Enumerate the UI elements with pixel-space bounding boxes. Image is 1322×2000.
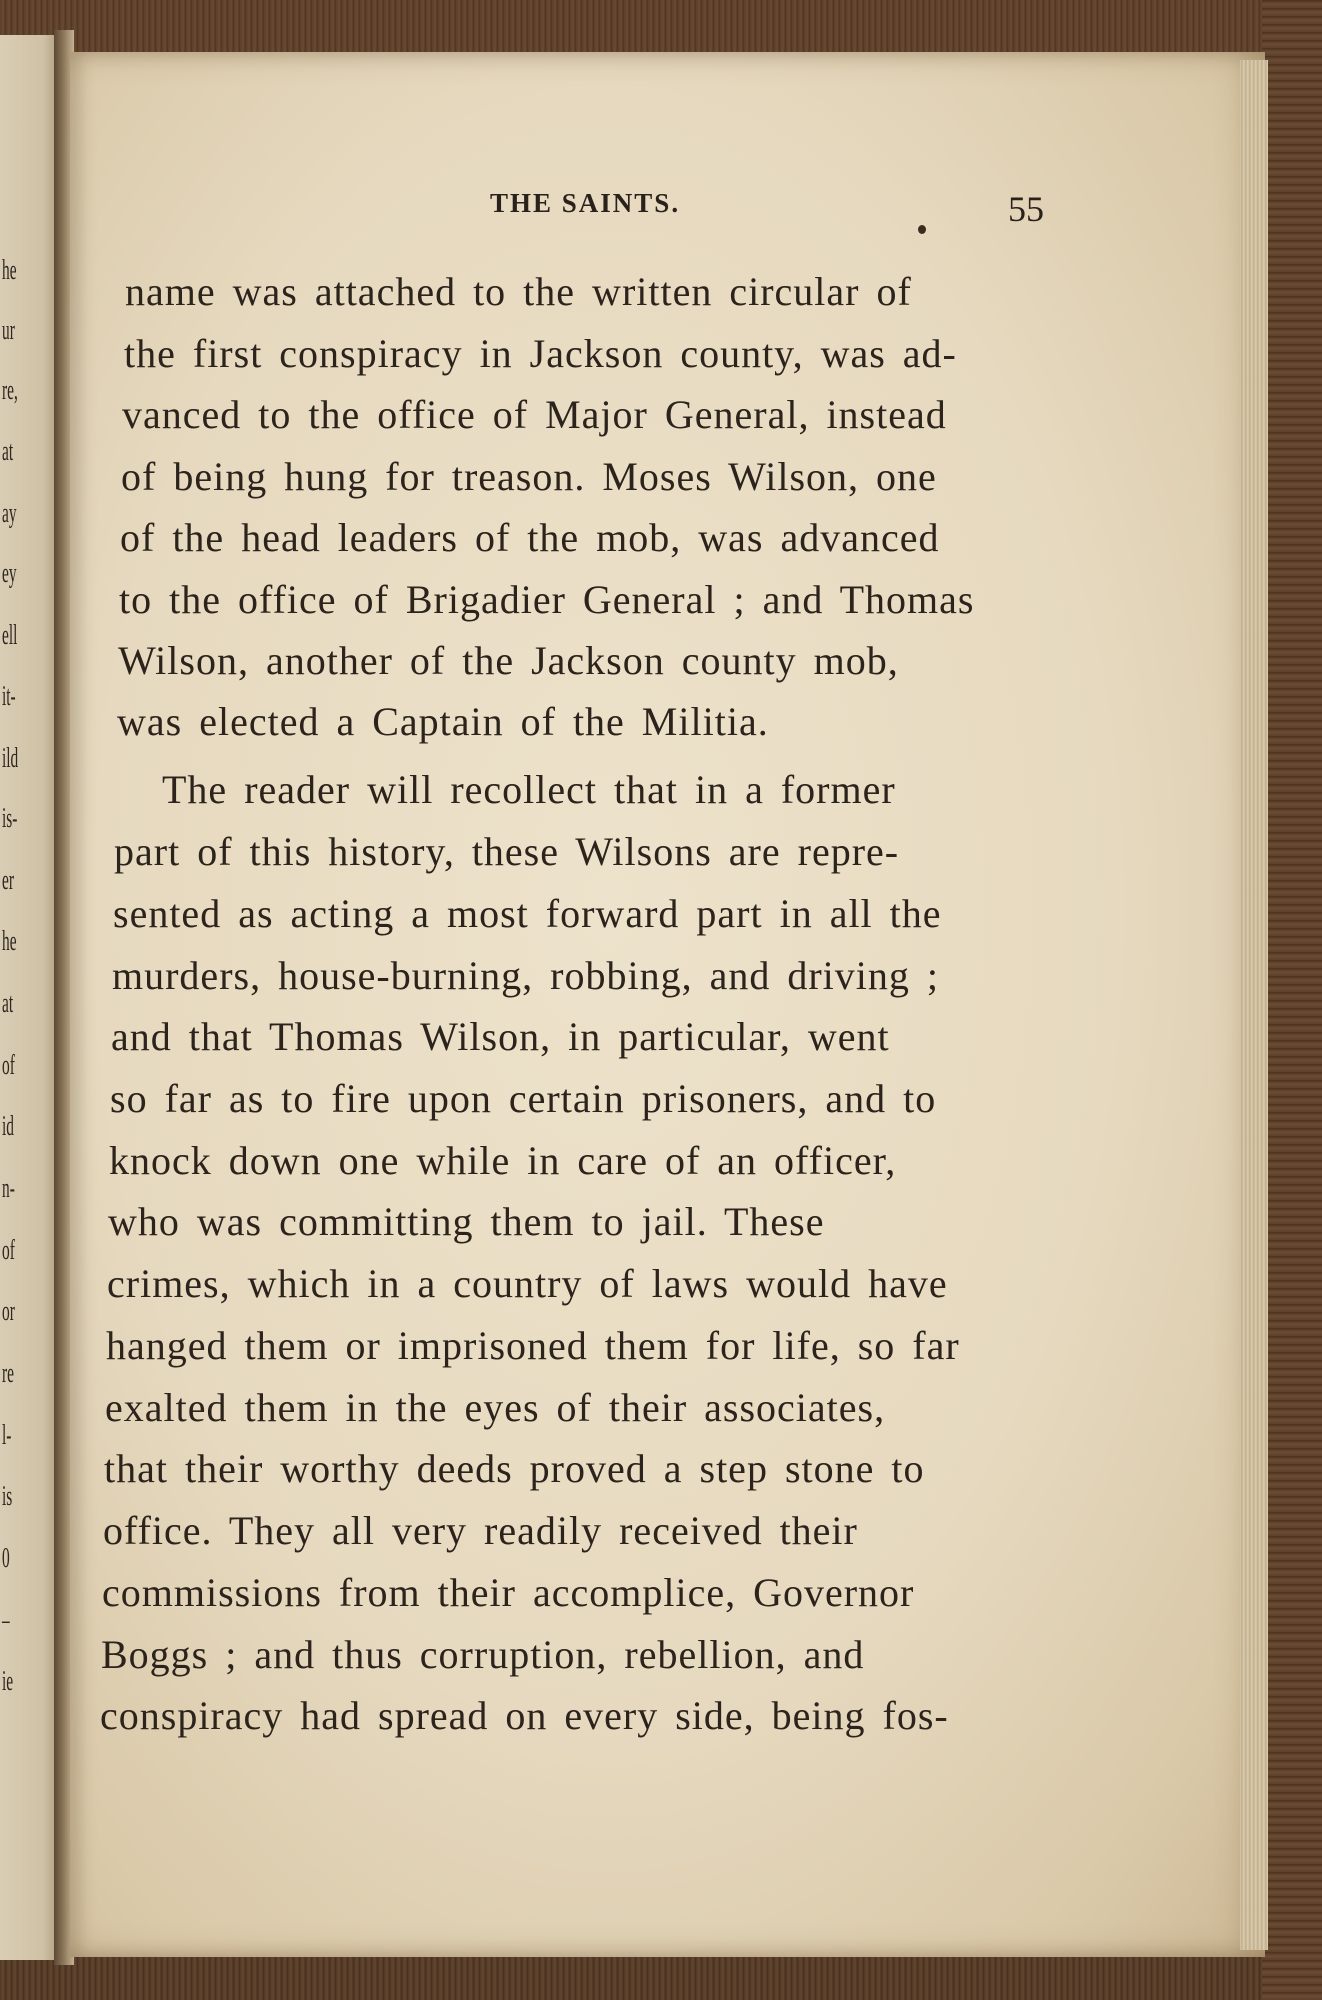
facing-page-fragment: – (2, 1605, 10, 1636)
facing-page-fragment: it- (2, 681, 16, 712)
text-line: conspiracy had spread on every side, being fos- (100, 1693, 949, 1738)
text-line: commissions from their accomplice, Governor (102, 1570, 915, 1615)
text-line: murders, house-burning, robbing, and driving ; (112, 953, 939, 998)
text-line: was elected a Captain of the Militia. (117, 699, 769, 744)
page-number: 55 (1008, 189, 1044, 229)
facing-page-fragment: at (2, 988, 14, 1019)
running-head: THE SAINTS. (490, 188, 681, 218)
text-line: that their worthy deeds proved a step stone to (104, 1446, 925, 1491)
facing-page-fragment: is- (2, 803, 18, 834)
facing-page-fragment: re (2, 1358, 14, 1389)
text-line: vanced to the office of Major General, instead (122, 392, 947, 437)
text-line: Wilson, another of the Jackson county mob, (118, 638, 899, 683)
text-line: part of this history, these Wilsons are repre- (114, 829, 900, 874)
facing-page-fragment: re, (2, 375, 18, 406)
facing-page-fragment: er (2, 865, 14, 896)
text-line: and that Thomas Wilson, in particular, went (111, 1014, 890, 1059)
text-line: of the head leaders of the mob, was advanced (120, 515, 940, 560)
text-line: name was attached to the written circular of (125, 269, 912, 314)
facing-page-fragment: ell (2, 620, 18, 651)
facing-page-fragment: n- (2, 1173, 15, 1204)
facing-page-fragment: of (2, 1050, 15, 1081)
text-line: who was committing them to jail. These (108, 1199, 825, 1244)
cover-cloth-top (0, 0, 1322, 60)
text-line: office. They all very readily received their (103, 1508, 858, 1553)
text-line: hanged them or imprisoned them for life, so far (106, 1323, 960, 1368)
facing-page-fragment: is (2, 1481, 13, 1512)
facing-page-fragment: id (2, 1111, 14, 1142)
text-line: so far as to fire upon certain prisoners, and to (110, 1076, 937, 1121)
ink-speck (918, 225, 926, 234)
facing-page-fragment: or (2, 1296, 15, 1327)
text-line: Boggs ; and thus corruption, rebellion, and (101, 1632, 865, 1677)
page-edges (1240, 60, 1268, 1950)
text-line: sented as acting a most forward part in all the (113, 891, 942, 936)
facing-page-fragment: he (2, 255, 17, 286)
facing-page (0, 35, 62, 1960)
facing-page-fragment: ay (2, 498, 17, 529)
text-line: of being hung for treason. Moses Wilson, one (121, 454, 937, 499)
facing-page-fragment: 0 (2, 1543, 10, 1574)
text-line: The reader will recollect that in a former (162, 767, 896, 812)
text-line: exalted them in the eyes of their associates, (105, 1385, 886, 1430)
facing-page-fragment: ild (2, 743, 19, 774)
text-line: to the office of Brigadier General ; and Thomas (119, 577, 975, 622)
text-line: the first conspiracy in Jackson county, was ad- (124, 331, 957, 376)
text-line: knock down one while in care of an officer, (109, 1138, 897, 1183)
cover-cloth-right (1262, 0, 1322, 2000)
facing-page-fragment: ey (2, 558, 17, 589)
facing-page-fragment: he (2, 926, 17, 957)
cover-cloth-bottom (0, 1955, 1322, 2000)
facing-page-fragment: ie (2, 1666, 14, 1697)
facing-page-fragment: ur (2, 315, 15, 346)
facing-page-fragment: l- (2, 1420, 12, 1451)
facing-page-fragment: of (2, 1235, 15, 1266)
text-line: crimes, which in a country of laws would have (107, 1261, 948, 1306)
facing-page-fragment: at (2, 436, 14, 467)
